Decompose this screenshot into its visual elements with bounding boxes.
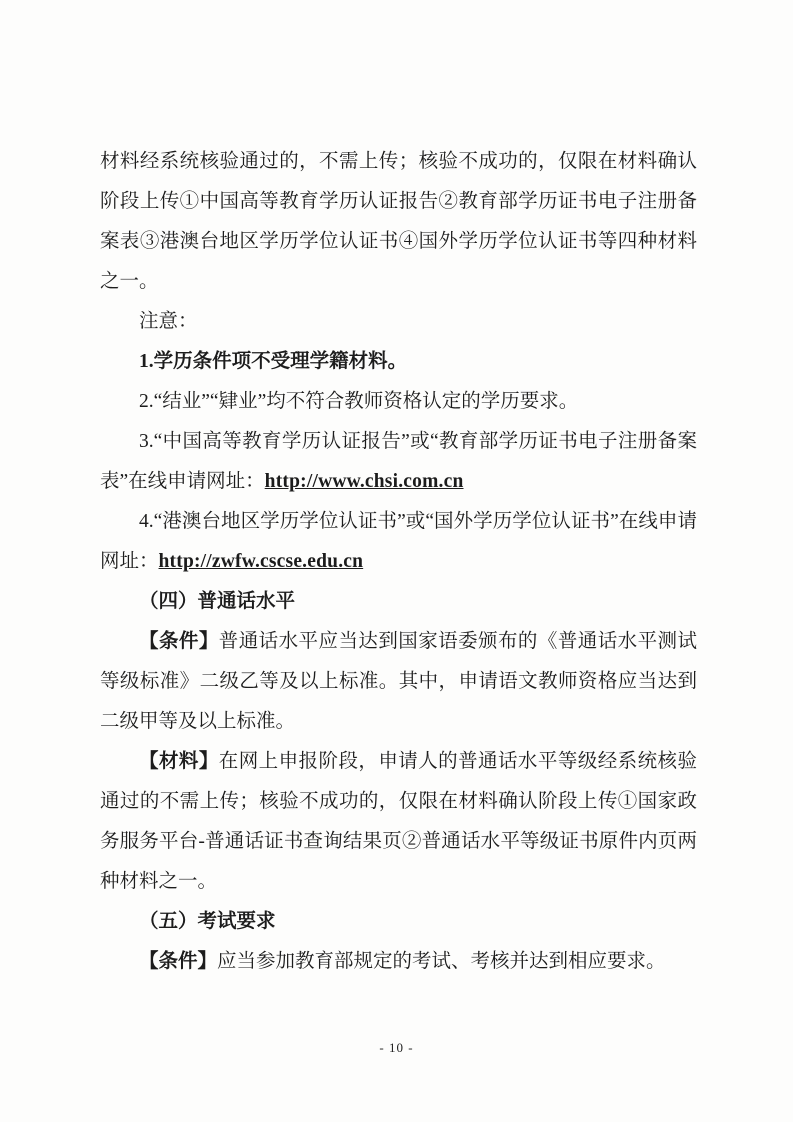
- exam-condition-paragraph: [100, 942, 697, 982]
- note-item-1: 1.学历条件项不受理学籍材料。: [139, 351, 408, 372]
- note-item-4-text: 4.“港澳台地区学历学位认证书”或“国外学历学位认证书”在线申请网址：: [100, 511, 697, 572]
- note-item-3: [100, 422, 697, 502]
- paragraph-materials-continuation: 材料经系统核验通过的，不需上传；核验不成功的，仅限在材料确认阶段上传①中国高等教育学历认证报告②教育部学历证书电子注册备案表③港澳台地区学历学位认证书④国外学历学位认证书等四种材料之一。: [100, 151, 697, 292]
- putonghua-condition-text: 普通话水平应当达到国家语委颁布的《普通话水平测试等级标准》二级乙等及以上标准。其中，申请语文教师资格应当达到二级甲等及以上标准。: [100, 631, 697, 732]
- section-heading-putonghua: （四）普通话水平: [139, 591, 296, 612]
- exam-condition-text: 应当参加教育部规定的考试、考核并达到相应要求。: [217, 951, 666, 972]
- note-label: 注意：: [139, 311, 198, 332]
- section-heading-exam: （五）考试要求: [139, 911, 276, 932]
- note-item-4: [100, 502, 697, 582]
- material-label: 【材料】: [139, 751, 219, 772]
- putonghua-material-text: 在网上申报阶段，申请人的普通话水平等级经系统核验通过的不需上传；核验不成功的，仅限在材料确认阶段上传①国家政务服务平台-普通话证书查询结果页②普通话水平等级证书原件内页两种材料之一。: [100, 751, 697, 892]
- chsi-url-link[interactable]: http://www.chsi.com.cn: [264, 471, 464, 492]
- cscse-url-link[interactable]: http://zwfw.cscse.edu.cn: [158, 551, 364, 572]
- note-item-3-text: 3.“中国高等教育学历认证报告”或“教育部学历证书电子注册备案表”在线申请网址：: [100, 431, 697, 492]
- condition-label-exam: 【条件】: [139, 951, 218, 972]
- page-number: - 10 -: [379, 1040, 414, 1055]
- putonghua-condition-paragraph: [100, 622, 697, 742]
- condition-label: 【条件】: [139, 631, 219, 652]
- putonghua-material-paragraph: [100, 742, 697, 902]
- note-item-2: 2.“结业”“肄业”均不符合教师资格认定的学历要求。: [139, 391, 579, 412]
- document-content: [100, 142, 697, 982]
